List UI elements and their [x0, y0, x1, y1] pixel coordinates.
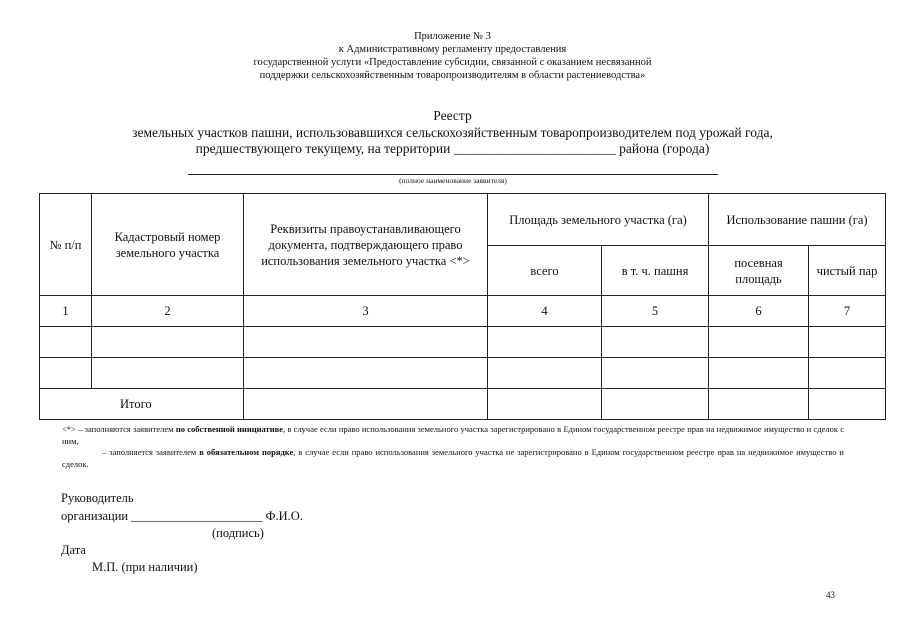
column-number: 6: [709, 296, 809, 327]
column-number: 2: [92, 296, 244, 327]
table-cell: [488, 389, 602, 420]
appendix-line-4: поддержки сельскохозяйственным товаропроизводителям в области растениеводства»: [259, 70, 646, 81]
table-cell: [709, 358, 809, 389]
table-cell: [488, 358, 602, 389]
footnote-text: <*> – заполняются заявителем: [62, 424, 176, 434]
table-cell: [40, 358, 92, 389]
table-row: [40, 327, 886, 358]
registry-table: [39, 193, 886, 420]
signature-org-line: организации _____________________ Ф.И.О.: [61, 509, 303, 523]
table-cell: [809, 389, 886, 420]
table-cell: [709, 327, 809, 358]
page-number: 43: [826, 590, 835, 600]
stamp-label: М.П. (при наличии): [92, 560, 198, 574]
date-label: Дата: [61, 543, 86, 557]
header-requisites: Реквизиты правоустанавливающего документа, подтверждающего право использования земельного участка <*>: [244, 194, 488, 296]
table-cell: [488, 327, 602, 358]
appendix-header: [150, 30, 755, 82]
column-number: 4: [488, 296, 602, 327]
registry-title: [40, 108, 865, 158]
appendix-line-1: Приложение № 3: [414, 31, 491, 42]
appendix-line-2: к Административному регламенту предоставления: [338, 44, 567, 55]
column-number: 1: [40, 296, 92, 327]
table-cell: [809, 358, 886, 389]
footnote-text: , в случае если право использования земельного участка зарегистрировано в Едином государственном реестре прав на недвижимое имущество и сделок с ним,: [62, 424, 844, 446]
total-row: [40, 389, 886, 420]
footnote: [62, 424, 844, 470]
table-cell: [809, 327, 886, 358]
footnote-emphasis: по собственной инициативе: [175, 424, 283, 434]
title-line-3: предшествующего текущему, на территории ________________________ района (города): [195, 141, 710, 156]
total-label: Итого: [40, 389, 244, 420]
column-number-row: [40, 296, 886, 327]
signature-caption: (подпись): [212, 526, 264, 540]
header-cadastral: Кадастровый номер земельного участка: [92, 194, 244, 296]
footnote-emphasis: в обязательном порядке: [199, 447, 294, 457]
header-usage-sown: посевная площадь: [709, 246, 809, 296]
table-cell: [709, 389, 809, 420]
column-number: 3: [244, 296, 488, 327]
header-area-group: Площадь земельного участка (га): [488, 194, 709, 246]
header-usage-group: Использование пашни (га): [709, 194, 886, 246]
applicant-name-line: [188, 174, 718, 175]
column-number: 5: [602, 296, 709, 327]
footnote-text: – заполняется заявителем: [102, 447, 200, 457]
footnote-paragraph-1: [62, 424, 844, 447]
table-cell: [602, 389, 709, 420]
table-row: [40, 358, 886, 389]
signature-head: Руководитель: [61, 491, 134, 505]
table-cell: [92, 358, 244, 389]
header-area-total: всего: [488, 246, 602, 296]
header-num: № п/п: [40, 194, 92, 296]
title-line-2: земельных участков пашни, использовавшихся сельскохозяйственным товаропроизводителем под урожай года,: [132, 124, 773, 140]
title-line-1: Реестр: [433, 108, 472, 123]
table-cell: [244, 358, 488, 389]
footnote-paragraph-2: [62, 447, 844, 470]
table-cell: [602, 358, 709, 389]
table-cell: [244, 327, 488, 358]
table-cell: [602, 327, 709, 358]
table-cell: [244, 389, 488, 420]
header-area-arable: в т. ч. пашня: [602, 246, 709, 296]
table-cell: [40, 327, 92, 358]
header-row-1: [40, 194, 886, 246]
column-number: 7: [809, 296, 886, 327]
footnote-text: , в случае если право использования земельного участка не зарегистрировано в Едином государственном реестре прав на недвижимое имущество и сделок.: [62, 447, 844, 469]
appendix-line-3: государственной услуги «Предоставление субсидии, связанной с оказанием несвязанной: [253, 57, 652, 68]
applicant-caption: (полное наименование заявителя): [399, 176, 507, 185]
table-cell: [92, 327, 244, 358]
header-usage-fallow: чистый пар: [809, 246, 886, 296]
